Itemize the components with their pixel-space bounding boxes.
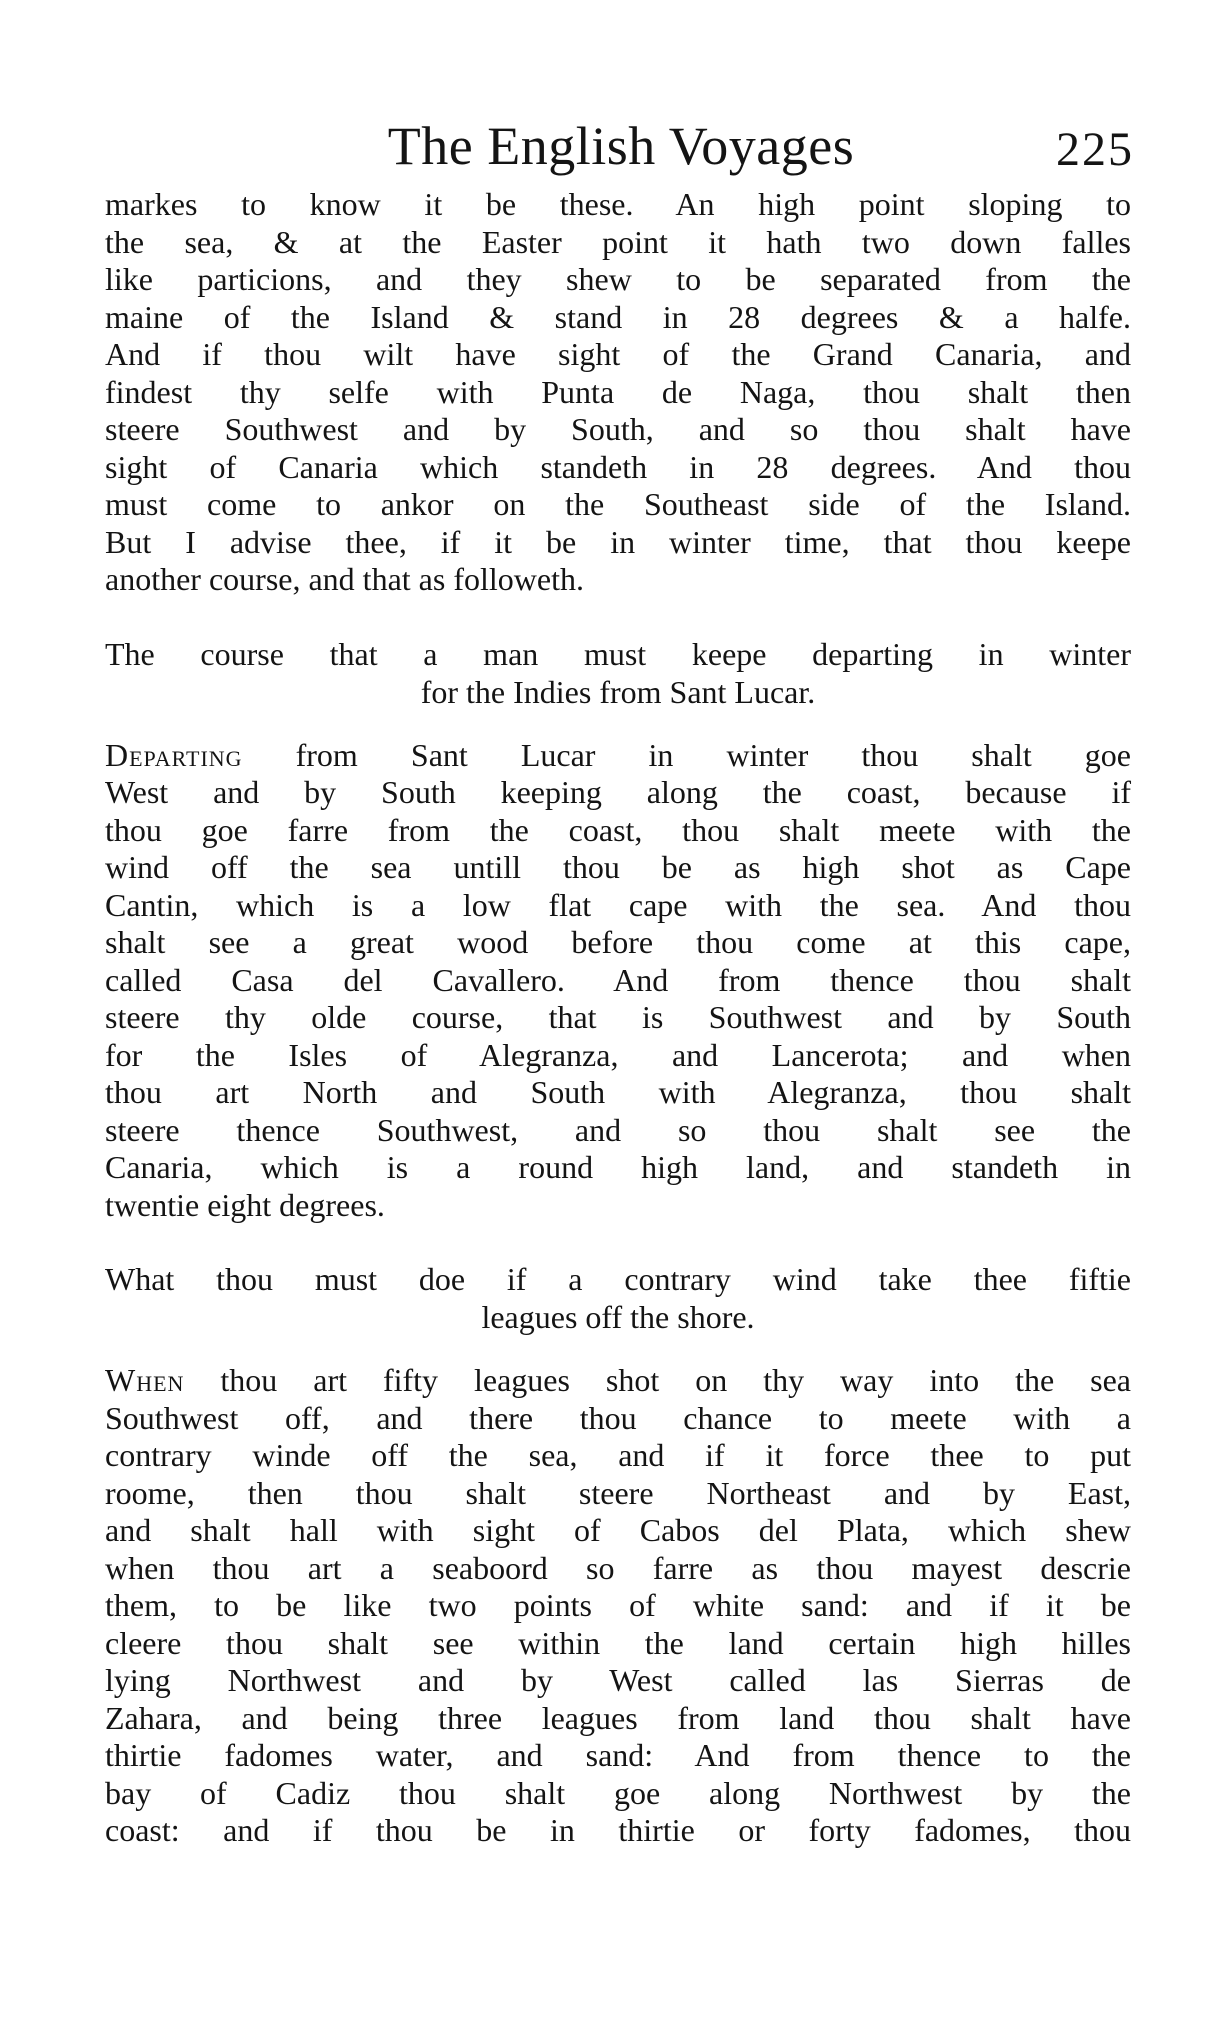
text-line: them, to be like two points of white sand: and if it be	[105, 1587, 1131, 1623]
text-line: the sea, & at the Easter point it hath two down falles	[105, 223, 1131, 260]
section-heading-1	[105, 635, 1131, 711]
text-line: cleere thou shalt see within the land certain high hilles	[105, 1624, 1131, 1661]
text-line: contrary winde off the sea, and if it force thee to put	[105, 1437, 1131, 1473]
text-line: steere Southwest and by South, and so thou shalt have	[105, 411, 1131, 447]
paragraph-1	[105, 186, 1131, 599]
text-line: And if thou wilt have sight of the Grand Canaria, and	[105, 336, 1131, 372]
text-line: wind off the sea untill thou be as high shot as Cape	[105, 849, 1131, 885]
text-line: maine of the Island & stand in 28 degrees & a halfe.	[105, 298, 1131, 335]
text-line: for the Isles of Alegranza, and Lancerota; and when	[105, 1036, 1131, 1073]
text-line: Southwest off, and there thou chance to meete with a	[105, 1399, 1131, 1436]
page-number: 225	[1056, 123, 1134, 176]
text-line: findest thy selfe with Punta de Naga, thou shalt then	[105, 373, 1131, 410]
text-line-rest: from Sant Lucar in winter thou shalt goe	[242, 736, 1131, 773]
text-line: like particions, and they shew to be separated from the	[105, 261, 1131, 297]
text-line: twentie eight degrees.	[105, 1186, 385, 1223]
paragraph-2	[105, 737, 1131, 1225]
text-line: called Casa del Cavallero. And from thence thou shalt	[105, 961, 1131, 998]
heading-line: leagues off the shore.	[481, 1299, 755, 1335]
text-line: steere thy olde course, that is Southwest and by South	[105, 999, 1131, 1035]
text-line: another course, and that as followeth.	[105, 561, 584, 597]
heading-line: The course that a man must keepe departing in winter	[105, 635, 1131, 672]
text-line: sight of Canaria which standeth in 28 degrees. And thou	[105, 448, 1131, 485]
running-head: The English Voyages	[387, 116, 855, 176]
section-heading-2	[105, 1260, 1131, 1336]
text-line: thirtie fadomes water, and sand: And from thence to the	[105, 1737, 1131, 1773]
text-line	[105, 1362, 1131, 1400]
text-line: roome, then thou shalt steere Northeast and by East,	[105, 1474, 1131, 1511]
text-line: lying Northwest and by West called las Sierras de	[105, 1662, 1131, 1698]
text-line: West and by South keeping along the coast, because if	[105, 774, 1131, 810]
text-line	[105, 737, 1131, 775]
text-line: steere thence Southwest, and so thou shalt see the	[105, 1111, 1131, 1148]
text-line: Cantin, which is a low flat cape with the sea. And thou	[105, 886, 1131, 923]
text-line: bay of Cadiz thou shalt goe along Northwest by the	[105, 1774, 1131, 1811]
text-line: coast: and if thou be in thirtie or forty fadomes, thou	[105, 1812, 1131, 1848]
paragraph-3	[105, 1362, 1131, 1850]
text-line: when thou art a seaboord so farre as thou mayest descrie	[105, 1549, 1131, 1586]
text-line: But I advise thee, if it be in winter time, that thou keepe	[105, 523, 1131, 560]
text-line: thou goe farre from the coast, thou shalt meete with the	[105, 811, 1131, 848]
text-line: must come to ankor on the Southeast side of the Island.	[105, 486, 1131, 522]
text-line: Canaria, which is a round high land, and standeth in	[105, 1149, 1131, 1185]
text-line: Zahara, and being three leagues from land thou shalt have	[105, 1699, 1131, 1736]
text-line: shalt see a great wood before thou come at this cape,	[105, 924, 1131, 960]
drop-word: Departing	[105, 736, 243, 773]
heading-line: for the Indies from Sant Lucar.	[420, 673, 816, 710]
drop-word: When	[105, 1362, 185, 1398]
page-header	[108, 112, 1134, 180]
text-line: markes to know it be these. An high point sloping to	[105, 186, 1131, 222]
text-line: thou art North and South with Alegranza, thou shalt	[105, 1074, 1131, 1110]
page-body	[105, 186, 1131, 1850]
text-line: and shalt hall with sight of Cabos del Plata, which shew	[105, 1512, 1131, 1548]
heading-line: What thou must doe if a contrary wind take thee fiftie	[105, 1261, 1131, 1297]
text-line-rest: thou art fifty leagues shot on thy way into the sea	[184, 1362, 1131, 1398]
